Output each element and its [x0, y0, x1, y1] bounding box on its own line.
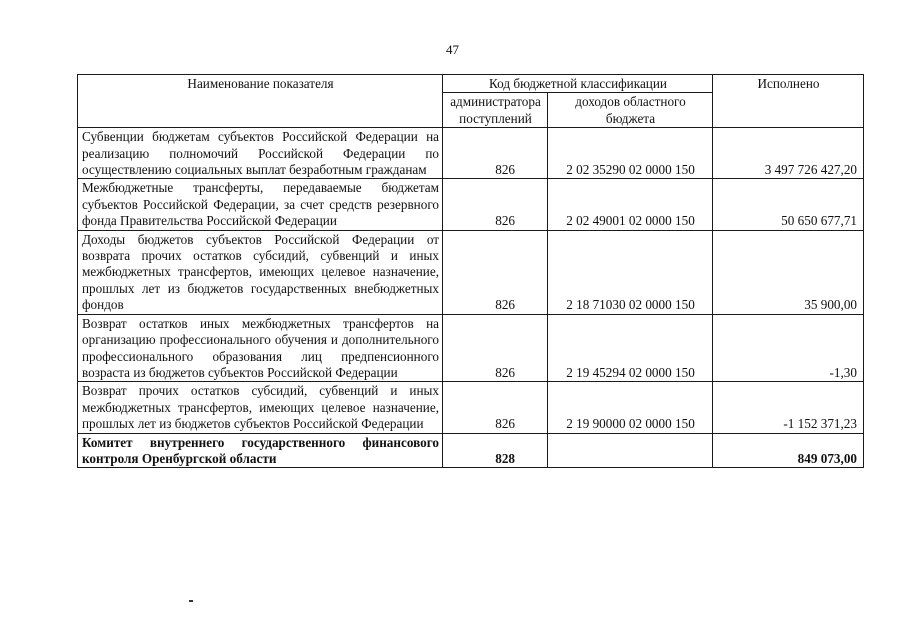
row-executed-cell: 849 073,00 — [713, 433, 864, 468]
row-name-cell: Комитет внутреннего государственного финансового контроля Оренбургской области — [78, 433, 443, 468]
row-executed-cell: 35 900,00 — [713, 230, 864, 314]
table-body — [78, 128, 864, 468]
row-admin-code-cell: 826 — [443, 314, 548, 382]
row-admin-code-cell: 826 — [443, 382, 548, 433]
row-income-code-cell: 2 19 45294 02 0000 150 — [548, 314, 713, 382]
budget-table — [77, 74, 864, 468]
row-name-cell: Субвенции бюджетам субъектов Российской Федерации на реализацию полномочий Российской Федерации по осуществлению социальных выплат безработным гражданам — [78, 128, 443, 179]
stray-mark — [189, 600, 193, 602]
table-header — [78, 75, 864, 128]
header-name: Наименование показателя — [78, 75, 443, 128]
table-row — [78, 128, 864, 179]
row-income-code-cell: 2 18 71030 02 0000 150 — [548, 230, 713, 314]
row-income-code-cell: 2 19 90000 02 0000 150 — [548, 382, 713, 433]
table-row — [78, 230, 864, 314]
table-row — [78, 314, 864, 382]
row-name-cell: Возврат остатков иных межбюджетных трансфертов на организацию профессионального обучения и дополнительного профессионального образования лиц предпенсионного возраста из бюджетов субъектов Российской Федерации — [78, 314, 443, 382]
row-executed-cell: -1 152 371,23 — [713, 382, 864, 433]
row-admin-code-cell: 826 — [443, 128, 548, 179]
row-income-code-cell — [548, 433, 713, 468]
row-name-cell: Доходы бюджетов субъектов Российской Федерации от возврата прочих остатков субсидий, субвенций и иных межбюджетных трансфертов, имеющих целевое назначение, прошлых лет из бюджетов государственных внебюджетных фондов — [78, 230, 443, 314]
page-number: 47 — [446, 42, 459, 57]
row-income-code-cell: 2 02 35290 02 0000 150 — [548, 128, 713, 179]
row-executed-cell: -1,30 — [713, 314, 864, 382]
header-code-group: Код бюджетной классификации — [443, 75, 713, 93]
table-row — [78, 179, 864, 230]
row-income-code-cell: 2 02 49001 02 0000 150 — [548, 179, 713, 230]
row-name-cell: Межбюджетные трансферты, передаваемые бюджетам субъектов Российской Федерации, за счет средств резервного фонда Правительства Российской Федерации — [78, 179, 443, 230]
table-row — [78, 433, 864, 468]
row-admin-code-cell: 828 — [443, 433, 548, 468]
header-income: доходов областного бюджета — [548, 93, 713, 128]
header-executed: Исполнено — [713, 75, 864, 128]
row-executed-cell: 3 497 726 427,20 — [713, 128, 864, 179]
row-name-cell: Возврат прочих остатков субсидий, субвенций и иных межбюджетных трансфертов, имеющих целевое назначение, прошлых лет из бюджетов субъектов Российской Федерации — [78, 382, 443, 433]
table-row — [78, 382, 864, 433]
row-admin-code-cell: 826 — [443, 230, 548, 314]
row-executed-cell: 50 650 677,71 — [713, 179, 864, 230]
row-admin-code-cell: 826 — [443, 179, 548, 230]
header-admin: администратора поступлений — [443, 93, 548, 128]
